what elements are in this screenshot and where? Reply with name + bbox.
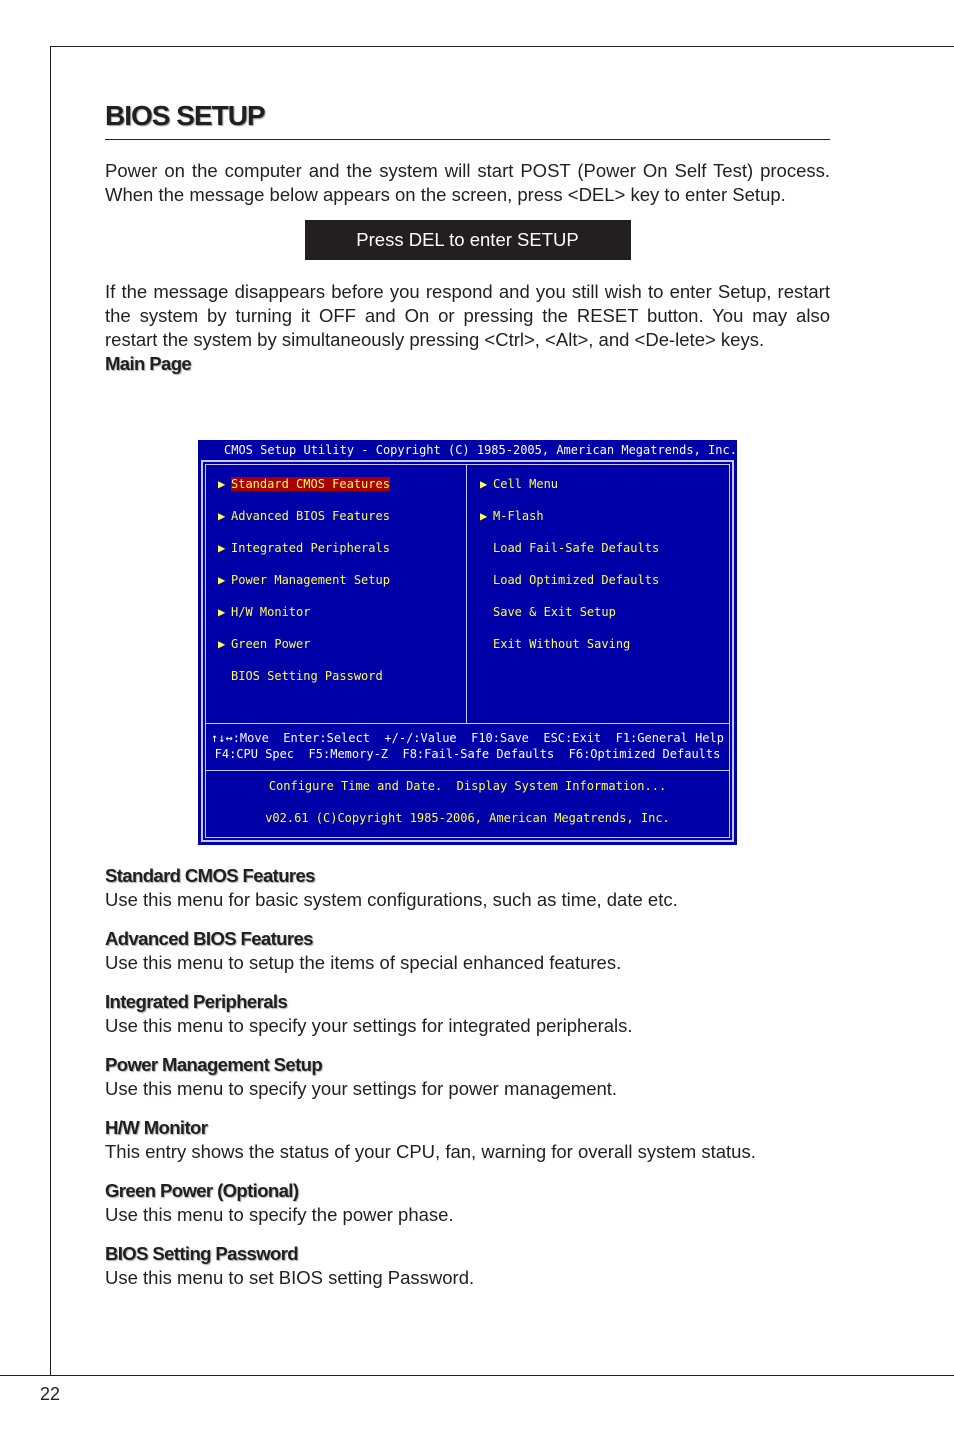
section-heading: Standard CMOS Features [105, 865, 315, 886]
top-border-rule [50, 46, 954, 47]
bios-info-divider [206, 770, 729, 771]
bios-inner-frame [205, 464, 730, 838]
menu-description-section [105, 927, 845, 990]
del-message-box: Press DEL to enter SETUP [305, 220, 631, 260]
bios-left-menu-item[interactable] [218, 508, 390, 524]
section-description: Use this menu to specify your settings for integrated peripherals. [105, 1015, 633, 1036]
bios-help-line-2: F4:CPU Spec F5:Memory-Z F8:Fail-Safe Defaults F6:Optimized Defaults [214, 747, 721, 761]
del-message-wrapper [105, 220, 830, 260]
submenu-arrow-icon: ▶ [218, 605, 226, 619]
bios-left-menu-item-label: Integrated Peripherals [231, 541, 390, 555]
bios-right-menu-item-label: Cell Menu [493, 477, 559, 491]
section-description: Use this menu to specify the power phase. [105, 1204, 454, 1225]
bios-frame [201, 460, 734, 842]
section-description: Use this menu for basic system configurations, such as time, date etc. [105, 889, 678, 910]
bios-right-menu-item[interactable] [480, 636, 630, 652]
bios-info-line-2: v02.61 (C)Copyright 1985-2006, American Megatrends, Inc. [265, 811, 670, 825]
bios-main-page-screenshot [198, 440, 737, 845]
title-underline [105, 139, 830, 140]
bios-help-divider [206, 723, 729, 724]
submenu-arrow-icon: ▶ [218, 509, 226, 523]
bios-right-menu-item[interactable] [480, 572, 659, 588]
submenu-arrow-icon: ▶ [480, 509, 488, 523]
section-heading: H/W Monitor [105, 1117, 208, 1138]
bottom-border-rule [0, 1375, 954, 1376]
submenu-arrow-icon [480, 540, 493, 556]
bios-right-menu-item[interactable] [480, 540, 659, 556]
bios-left-menu-item[interactable] [218, 476, 390, 492]
submenu-arrow-icon [480, 572, 493, 588]
menu-description-section [105, 1179, 845, 1242]
bios-info-line-1: Configure Time and Date. Display System Information... [268, 779, 667, 793]
bios-left-menu-item[interactable] [218, 636, 310, 652]
menu-description-section [105, 990, 845, 1053]
menu-description-section [105, 864, 845, 927]
bios-right-menu-item[interactable] [480, 476, 558, 492]
section-heading: BIOS Setting Password [105, 1243, 298, 1264]
bios-left-menu-item-label: H/W Monitor [231, 605, 311, 619]
section-description: Use this menu to specify your settings for power management. [105, 1078, 618, 1099]
bios-right-menu-item-label: M-Flash [493, 509, 544, 523]
bios-right-menu-item-label: Load Fail-Safe Defaults [493, 541, 660, 555]
bios-right-menu-item-label: Save & Exit Setup [493, 605, 616, 619]
left-border-rule [50, 46, 51, 1375]
menu-description-section [105, 1242, 845, 1305]
bios-left-menu-item-label: Power Management Setup [231, 573, 390, 587]
menu-description-section [105, 1053, 845, 1116]
section-heading: Integrated Peripherals [105, 991, 288, 1012]
section-heading: Power Management Setup [105, 1054, 323, 1075]
bios-left-menu-item-label: Advanced BIOS Features [231, 509, 390, 523]
submenu-arrow-icon: ▶ [218, 573, 226, 587]
bios-right-menu-item[interactable] [480, 508, 544, 524]
bios-left-menu-item[interactable] [218, 604, 310, 620]
bios-left-menu-item-label: BIOS Setting Password [231, 669, 383, 683]
bios-right-menu-item-label: Load Optimized Defaults [493, 573, 660, 587]
submenu-arrow-icon [480, 636, 493, 652]
bios-header: CMOS Setup Utility - Copyright (C) 1985-2005, American Megatrends, Inc. [198, 440, 737, 460]
main-page-heading: Main Page [105, 353, 192, 374]
submenu-arrow-icon: ▶ [480, 477, 488, 491]
bios-help-line-1: ↑↓↔:Move Enter:Select +/-/:Value F10:Save ESC:Exit F1:General Help [211, 731, 724, 745]
submenu-arrow-icon: ▶ [218, 637, 226, 651]
section-description: Use this menu to setup the items of special enhanced features. [105, 952, 622, 973]
bios-left-menu-item[interactable] [218, 668, 383, 684]
bios-column-divider [466, 465, 467, 723]
section-description: This entry shows the status of your CPU, fan, warning for overall system status. [105, 1141, 756, 1162]
submenu-arrow-icon: ▶ [218, 541, 226, 555]
bios-right-menu-item[interactable] [480, 604, 616, 620]
section-description: Use this menu to set BIOS setting Password. [105, 1267, 475, 1288]
intro-paragraph: Power on the computer and the system will start POST (Power On Self Test) process. When the message below appears on the screen, press <DEL> key to enter Setup. [105, 160, 830, 205]
menu-description-section [105, 1116, 845, 1179]
bios-left-menu-item-label: Green Power [231, 637, 311, 651]
bios-right-menu-item-label: Exit Without Saving [493, 637, 631, 651]
submenu-arrow-icon: ▶ [218, 477, 226, 491]
submenu-arrow-icon [480, 604, 493, 620]
page-title: BIOS SETUP [105, 100, 265, 131]
menu-descriptions [105, 864, 845, 1305]
restart-paragraph: If the message disappears before you respond and you still wish to enter Setup, restart the system by turning it OFF and On or pressing the RESET button. You may also restart the system by simultaneously pressing <Ctrl>, <Alt>, and <De-lete> keys. [105, 281, 830, 350]
section-heading: Green Power (Optional) [105, 1180, 299, 1201]
bios-left-menu-item-label: Standard CMOS Features [231, 477, 390, 491]
bios-left-menu-item[interactable] [218, 540, 390, 556]
page-number: 22 [40, 1384, 61, 1404]
submenu-arrow-icon [218, 668, 231, 684]
section-heading: Advanced BIOS Features [105, 928, 313, 949]
page-content [105, 96, 830, 376]
bios-left-menu-item[interactable] [218, 572, 390, 588]
